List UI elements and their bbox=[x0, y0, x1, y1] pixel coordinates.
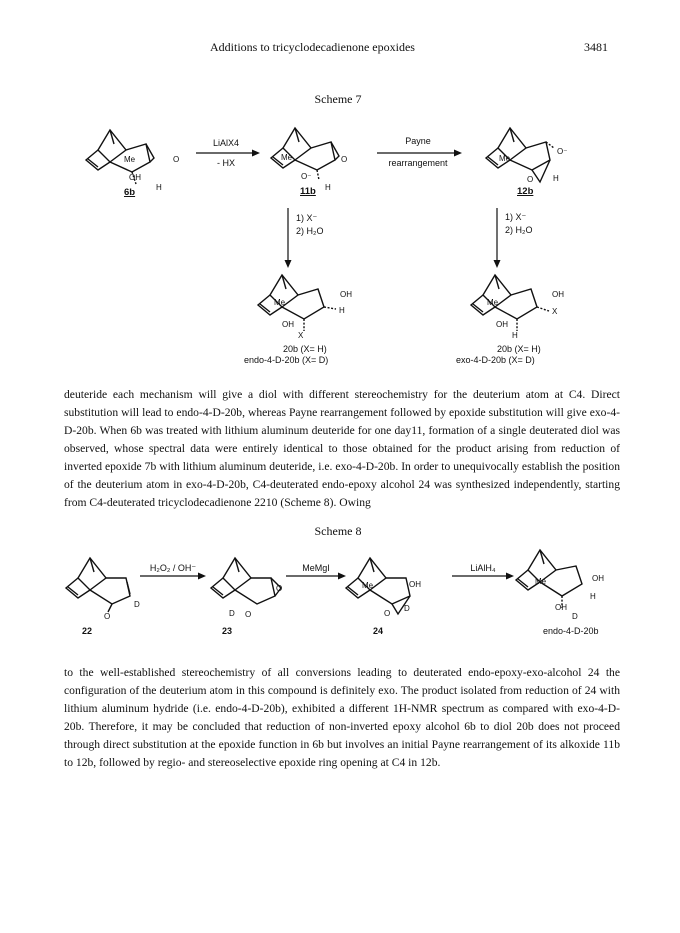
atom-x-20b-exo: X bbox=[552, 307, 558, 316]
atom-h-12b: H bbox=[553, 174, 559, 183]
s7-product-left-line2: endo-4-D-20b (X= D) bbox=[244, 355, 329, 365]
s7-arrow2-top: Payne bbox=[405, 136, 431, 146]
atom-x-20b-endo: X bbox=[298, 331, 304, 340]
atom-h-20b-product: H bbox=[590, 592, 596, 601]
atom-ominus-12b: O⁻ bbox=[557, 147, 568, 156]
atom-d-23: D bbox=[229, 609, 235, 618]
atom-h-11b: H bbox=[325, 183, 331, 192]
s8-arrow2-reagent: MeMgI bbox=[302, 563, 330, 573]
compound-label-24: 24 bbox=[373, 626, 384, 636]
atom-oh-20b-endo-2: OH bbox=[282, 320, 294, 329]
s8-arrow3-reagent: LiAlH₄ bbox=[470, 563, 496, 573]
atom-d-20b-product: D bbox=[572, 612, 578, 621]
atom-me-20b-exo: Me bbox=[487, 298, 499, 307]
atom-h-20b-endo: H bbox=[339, 306, 345, 315]
s7-product-right-line1: 20b (X= H) bbox=[497, 344, 541, 354]
s7-product-left-line1: 20b (X= H) bbox=[283, 344, 327, 354]
s7-arrow2-bottom: rearrangement bbox=[388, 158, 448, 168]
s7-down-left-step1: 1) X⁻ bbox=[296, 213, 318, 223]
body-paragraph-2: to the well-established stereochemistry of all conversions leading to deuterated endo-epoxy-exo-alcohol 24 the configuration of the deuterium atom in this compound is definitely exo. The product isolated from reduction of 24 with lithium aluminum hydride (i.e. endo-4-D-20b), exhibited a different 1H-NMR spectrum as compared with exo-4-D-20b. Therefore, it may be concluded that reduction of non-inverted epoxy alcohol 6b to diol 20b does not proceed through direct substitution at the epoxide function in 6b but involves an initial Payne rearrangement of its alkoxide 11b to 12b, followed by regio- and stereoselective epoxide ring opening at C4 in 12b. bbox=[64, 666, 620, 769]
atom-h-6b: H bbox=[156, 183, 162, 192]
s8-arrow1-reagent: H₂O₂ / OH⁻ bbox=[149, 563, 197, 573]
compound-label-22: 22 bbox=[82, 626, 93, 636]
atom-me-24: Me bbox=[362, 581, 374, 590]
s7-down-right-step2: 2) H₂O bbox=[505, 225, 533, 235]
atom-me-12b: Me bbox=[499, 154, 511, 163]
scheme-8-title: Scheme 8 bbox=[314, 524, 362, 538]
atom-o-24: O bbox=[384, 609, 391, 618]
atom-d-22: D bbox=[134, 600, 140, 609]
atom-oh-24: OH bbox=[409, 580, 421, 589]
atom-oh-20b-product-1: OH bbox=[592, 574, 604, 583]
compound-label-11b: 11b bbox=[300, 186, 316, 197]
scheme-7-title: Scheme 7 bbox=[314, 92, 362, 106]
atom-oh-20b-exo-1: OH bbox=[552, 290, 564, 299]
atom-d-24: D bbox=[404, 604, 410, 613]
atom-o-22: O bbox=[104, 612, 111, 621]
atom-me-20b-endo: Me bbox=[274, 298, 286, 307]
atom-o-23: O bbox=[245, 610, 252, 619]
compound-label-23: 23 bbox=[222, 626, 233, 636]
atom-h-20b-exo: H bbox=[512, 331, 518, 340]
s7-down-left-step2: 2) H₂O bbox=[296, 226, 324, 236]
atom-me-6b: Me bbox=[124, 155, 136, 164]
running-header-title: Additions to tricyclodecadienone epoxides bbox=[210, 40, 415, 54]
s7-arrow1-condition: - HX bbox=[217, 158, 235, 168]
compound-label-6b: 6b bbox=[124, 187, 136, 198]
atom-ominus-11b: O⁻ bbox=[301, 172, 312, 181]
page-number: 3481 bbox=[584, 40, 608, 54]
atom-oh-6b: OH bbox=[129, 173, 141, 182]
molecule-20b-exo bbox=[465, 265, 575, 345]
compound-label-12b: 12b bbox=[517, 186, 534, 197]
body-paragraph-1: deuteride each mechanism will give a diol with different stereochemistry for the deuterium atom at C4. Direct substitution will lead to endo-4-D-20b, whereas Payne rearrangement followed by epoxide substitution will give exo-4-D-20b. When 6b was treated with lithium aluminum deuteride for one day11, formation of a single deuterated diol was observed, whose spectral data were entirely identical to those obtained for the product arising from reduction of inverted epoxide 7b with lithium aluminum deuteride, i.e. exo-4-D-20b. In order to unequivocally establish the position of the deuterium atom in exo-4-D-20b, C4-deuterated endo-epoxy alcohol 24 was synthesized independently, starting from C4-deuterated tricyclodecadienone 2210 (Scheme 8). Owing bbox=[64, 388, 620, 509]
atom-oh-20b-product-2: OH bbox=[555, 603, 567, 612]
atom-me-20b-product: Me bbox=[535, 577, 547, 586]
compound-label-endo-4-d-20b: endo-4-D-20b bbox=[543, 626, 599, 636]
molecule-20b-endo bbox=[252, 265, 362, 345]
s7-down-right-step1: 1) X⁻ bbox=[505, 212, 527, 222]
s7-arrow1-reagent: LiAlX4 bbox=[212, 138, 239, 148]
s7-product-right-line2: exo-4-D-20b (X= D) bbox=[456, 355, 535, 365]
atom-o-6b: O bbox=[173, 155, 180, 164]
atom-me-11b: Me bbox=[281, 153, 293, 162]
atom-o-23-epox: O bbox=[276, 584, 283, 593]
atom-o-12b: O bbox=[527, 175, 534, 184]
atom-oh-20b-exo-2: OH bbox=[496, 320, 508, 329]
atom-oh-20b-endo-1: OH bbox=[340, 290, 352, 299]
atom-o-11b: O bbox=[341, 155, 348, 164]
